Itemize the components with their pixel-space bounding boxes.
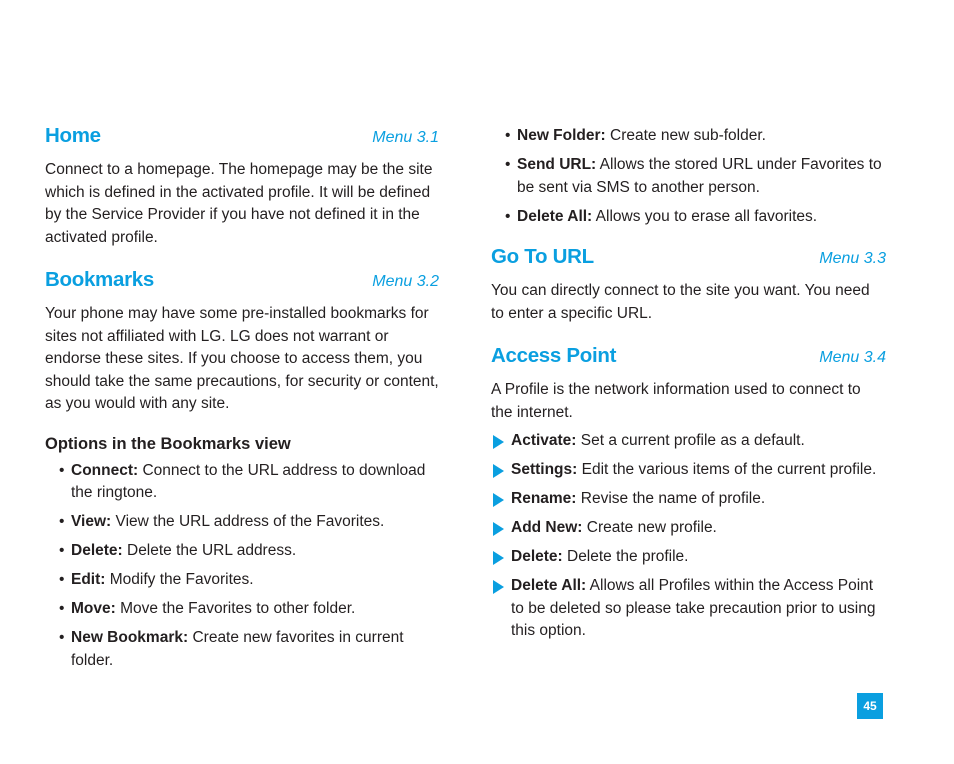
option-desc: Allows the stored URL under Favorites to be sent via SMS to another person. (517, 156, 882, 196)
bullet-glyph: • (505, 207, 511, 225)
list-item (491, 125, 886, 148)
bullet-glyph: • (59, 571, 65, 588)
option-desc: Create new sub-folder. (605, 127, 766, 144)
triangle-bullet-icon (493, 580, 504, 594)
list-item (491, 546, 886, 569)
list-item (45, 569, 439, 592)
access-heading-row (491, 344, 886, 368)
option-term: Delete: (511, 548, 563, 565)
bookmarks-description: Your phone may have some pre-installed bookmarks for sites not affiliated with LG. LG does not warrant or endorse these sites. If you choose to access them, you should take the same precautions, for security or content, as you would with any site. (45, 305, 439, 412)
option-desc: Connect to the URL address to download the ringtone. (71, 461, 426, 501)
option-term: Add New: (511, 519, 583, 536)
option-desc: Modify the Favorites. (105, 571, 254, 588)
option-desc: Delete the profile. (562, 548, 689, 565)
options-heading: Options in the Bookmarks view (45, 434, 291, 453)
option-term: Delete: (71, 542, 123, 559)
option-term: Settings: (511, 461, 578, 478)
bullet-glyph: • (505, 156, 511, 173)
triangle-bullet-icon (493, 493, 504, 507)
option-desc: Move the Favorites to other folder. (115, 600, 356, 617)
option-term: View: (71, 513, 112, 530)
option-term: Delete All: (517, 207, 593, 225)
triangle-bullet-icon (493, 464, 504, 478)
option-desc: Allows all Profiles within the Access Point to be deleted so please take precaution prior to using this option. (511, 577, 876, 639)
goto-description: You can directly connect to the site you want. You need to enter a specific URL. (491, 282, 870, 322)
bookmarks-title: Bookmarks (45, 268, 154, 291)
home-title: Home (45, 124, 101, 147)
option-desc: Delete the URL address. (122, 542, 297, 559)
list-item (45, 598, 439, 621)
access-options-list (491, 430, 886, 643)
triangle-bullet-icon (493, 435, 504, 449)
right-column (491, 125, 886, 649)
bullet-glyph: • (59, 629, 65, 646)
option-term: Rename: (511, 490, 577, 507)
option-desc: Create new favorites in current folder. (71, 629, 404, 669)
option-term: New Folder: (517, 127, 606, 144)
option-term: Connect: (71, 461, 139, 479)
option-desc: Revise the name of profile. (576, 490, 766, 507)
list-item (491, 154, 886, 199)
list-item (45, 511, 439, 534)
option-term: New Bookmark: (71, 629, 189, 646)
goto-url-title: Go To URL (491, 245, 594, 268)
option-desc: Set a current profile as a default. (576, 432, 805, 449)
page-number: 45 (857, 693, 883, 719)
home-heading-row (45, 124, 439, 148)
bullet-glyph: • (59, 513, 65, 530)
list-item (45, 540, 439, 563)
bullet-glyph: • (59, 461, 65, 479)
option-term: Send URL: (517, 156, 597, 173)
list-item (491, 488, 886, 511)
triangle-bullet-icon (493, 551, 504, 565)
option-term: Move: (71, 600, 116, 617)
left-column (45, 124, 439, 679)
option-term: Activate: (511, 432, 577, 449)
bookmark-options-list (45, 460, 439, 673)
goto-menu-ref: Menu 3.3 (819, 250, 886, 267)
bullet-glyph: • (505, 127, 511, 144)
home-menu-ref: Menu 3.1 (372, 129, 439, 146)
access-description: A Profile is the network information used to connect to the internet. (491, 381, 861, 421)
list-item (45, 460, 439, 505)
list-item (491, 206, 886, 229)
bookmarks-heading-row (45, 268, 439, 292)
option-desc: View the URL address of the Favorites. (111, 513, 385, 530)
option-desc: Allows you to erase all favorites. (592, 207, 818, 225)
access-menu-ref: Menu 3.4 (819, 349, 886, 366)
list-item (491, 430, 886, 453)
bookmark-options-list-continued (491, 125, 886, 228)
triangle-bullet-icon (493, 522, 504, 536)
access-point-title: Access Point (491, 344, 617, 367)
bullet-glyph: • (59, 542, 65, 559)
goto-heading-row (491, 245, 886, 269)
home-description: Connect to a homepage. The homepage may be the site which is defined in the activated profile. It will be defined by the Service Provider if you have not defined it in the activated profile. (45, 161, 433, 246)
option-desc: Create new profile. (582, 519, 717, 536)
option-term: Edit: (71, 571, 106, 588)
option-term: Delete All: (511, 577, 587, 594)
list-item (491, 575, 886, 643)
list-item (491, 517, 886, 540)
list-item (491, 459, 886, 482)
bullet-glyph: • (59, 600, 65, 617)
option-desc: Edit the various items of the current profile. (577, 461, 877, 478)
bookmarks-menu-ref: Menu 3.2 (372, 273, 439, 290)
list-item (45, 627, 439, 672)
